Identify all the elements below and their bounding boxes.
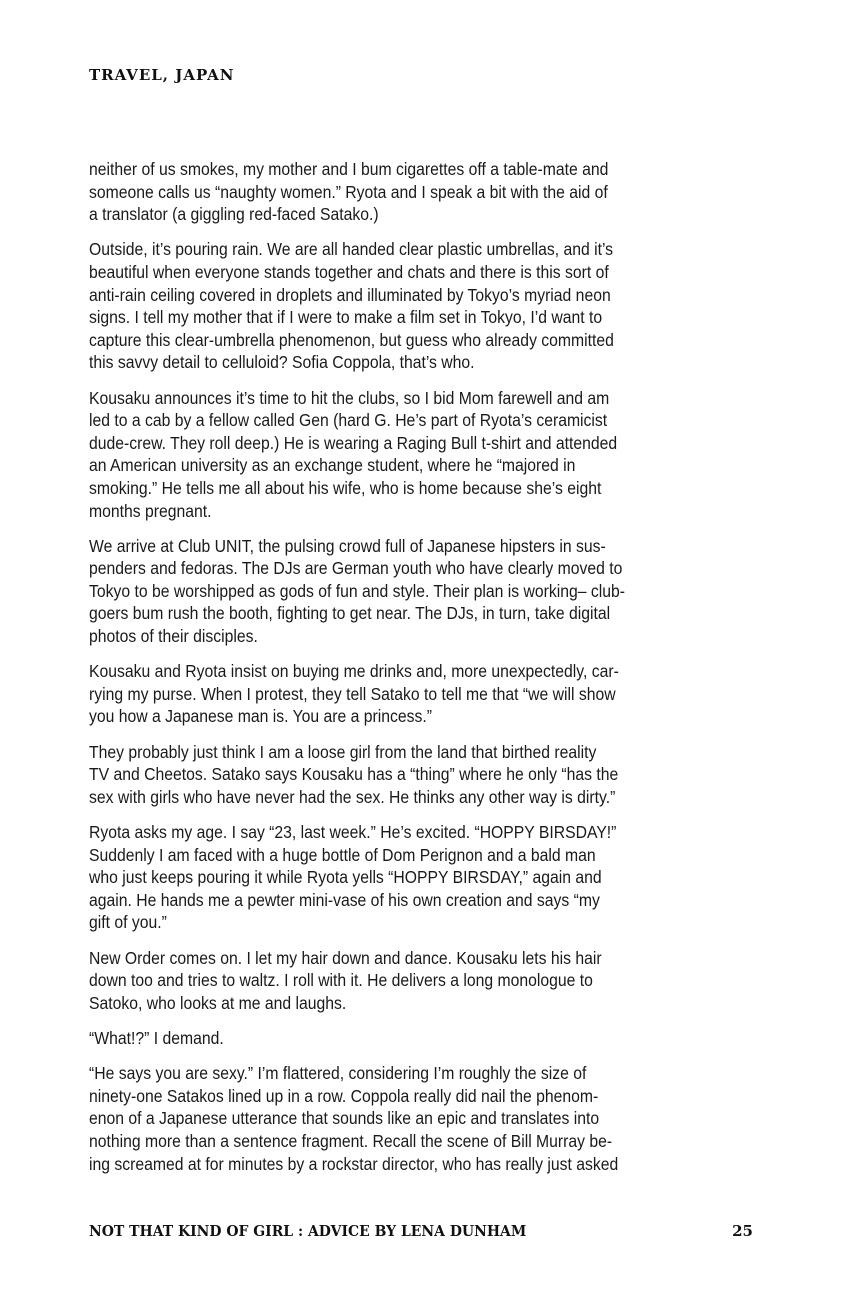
text-line: neither of us smokes, my mother and I bum cigarettes off a table-mate and xyxy=(89,159,609,179)
text-line: They probably just think I am a loose girl from the land that birthed reality xyxy=(89,741,597,762)
paragraph xyxy=(89,1027,769,1050)
text-line: an American university as an exchange student, where he “majored in xyxy=(89,455,576,476)
text-line: smoking.” He tells me all about his wife, who is home because she’s eight xyxy=(89,477,602,498)
paragraph xyxy=(89,387,769,523)
text-line: TV and Cheetos. Satako says Kousaku has a “thing” where he only “has the xyxy=(89,764,619,785)
text-line: New Order comes on. I let my hair down and dance. Kousaku lets his hair xyxy=(89,947,602,968)
text-line: gift of you.” xyxy=(89,912,167,933)
text-line: penders and fedoras. The DJs are German youth who have clearly moved to xyxy=(89,558,623,579)
text-line: We arrive at Club UNIT, the pulsing crowd full of Japanese hipsters in sus- xyxy=(89,535,606,556)
text-line: ing screamed at for minutes by a rockstar director, who has really just asked xyxy=(89,1153,619,1174)
text-line: “What!?” I demand. xyxy=(89,1027,224,1048)
paragraph xyxy=(89,238,769,374)
text-line: down too and tries to waltz. I roll with it. He delivers a long monologue to xyxy=(89,970,593,991)
paragraph xyxy=(89,821,769,934)
text-line: Suddenly I am faced with a huge bottle of Dom Perignon and a bald man xyxy=(89,844,596,865)
text-line: this savvy detail to celluloid? Sofia Coppola, that’s who. xyxy=(89,352,475,373)
text-line: enon of a Japanese utterance that sounds like an epic and translates into xyxy=(89,1108,600,1129)
text-line: someone calls us “naughty women.” Ryota and I speak a bit with the aid of xyxy=(89,181,608,202)
book-title: NOT THAT KIND OF GIRL : ADVICE BY LENA DUNHAM xyxy=(89,1222,527,1240)
text-line: rying my purse. When I protest, they tell Satako to tell me that “we will show xyxy=(89,683,616,704)
text-line: nothing more than a sentence fragment. Recall the scene of Bill Murray be- xyxy=(89,1130,613,1151)
text-line: capture this clear-umbrella phenomenon, but guess who already committed xyxy=(89,329,614,350)
text-line: goers bum rush the booth, fighting to get near. The DJs, in turn, take digital xyxy=(89,603,611,624)
body-text xyxy=(89,158,769,1188)
text-line: months pregnant. xyxy=(89,500,212,521)
page-footer xyxy=(89,1222,753,1240)
text-line: beautiful when everyone stands together and chats and there is this sort of xyxy=(89,261,609,282)
text-line: Tokyo to be worshipped as gods of fun and style. Their plan is working– club- xyxy=(89,580,626,601)
paragraph xyxy=(89,1062,769,1175)
running-head: TRAVEL, JAPAN xyxy=(89,66,235,84)
paragraph xyxy=(89,660,769,728)
text-line: led to a cab by a fellow called Gen (hard G. He’s part of Ryota’s ceramicist xyxy=(89,410,608,431)
page-number: 25 xyxy=(732,1222,753,1240)
text-line: “He says you are sexy.” I’m flattered, considering I’m roughly the size of xyxy=(89,1063,587,1084)
text-line: Kousaku and Ryota insist on buying me drinks and, more unexpectedly, car- xyxy=(89,661,619,682)
text-line: Ryota asks my age. I say “23, last week.” He’s excited. “HOPPY BIRSDAY!” xyxy=(89,822,617,842)
text-line: you how a Japanese man is. You are a princess.” xyxy=(89,706,432,727)
text-line: dude-crew. They roll deep.) He is wearing a Raging Bull t-shirt and attended xyxy=(89,432,618,453)
text-line: a translator (a giggling red-faced Satako.) xyxy=(89,204,379,225)
paragraph xyxy=(89,158,769,226)
text-line: who just keeps pouring it while Ryota yells “HOPPY BIRSDAY,” again and xyxy=(89,867,602,888)
text-line: Outside, it’s pouring rain. We are all handed clear plastic umbrellas, and it’s xyxy=(89,239,614,260)
text-line: photos of their disciples. xyxy=(89,626,258,647)
text-line: ninety-one Satakos lined up in a row. Coppola really did nail the phenom- xyxy=(89,1085,599,1106)
text-line: sex with girls who have never had the sex. He thinks any other way is dirty.” xyxy=(89,786,616,807)
text-line: Kousaku announces it’s time to hit the clubs, so I bid Mom farewell and am xyxy=(89,387,610,408)
paragraph xyxy=(89,535,769,648)
text-line: signs. I tell my mother that if I were to make a film set in Tokyo, I’d want to xyxy=(89,307,603,328)
paragraph xyxy=(89,741,769,809)
paragraph xyxy=(89,947,769,1015)
text-line: again. He hands me a pewter mini-vase of his own creation and says “my xyxy=(89,889,600,910)
text-line: anti-rain ceiling covered in droplets and illuminated by Tokyo’s myriad neon xyxy=(89,284,611,305)
text-line: Satoko, who looks at me and laughs. xyxy=(89,992,347,1013)
